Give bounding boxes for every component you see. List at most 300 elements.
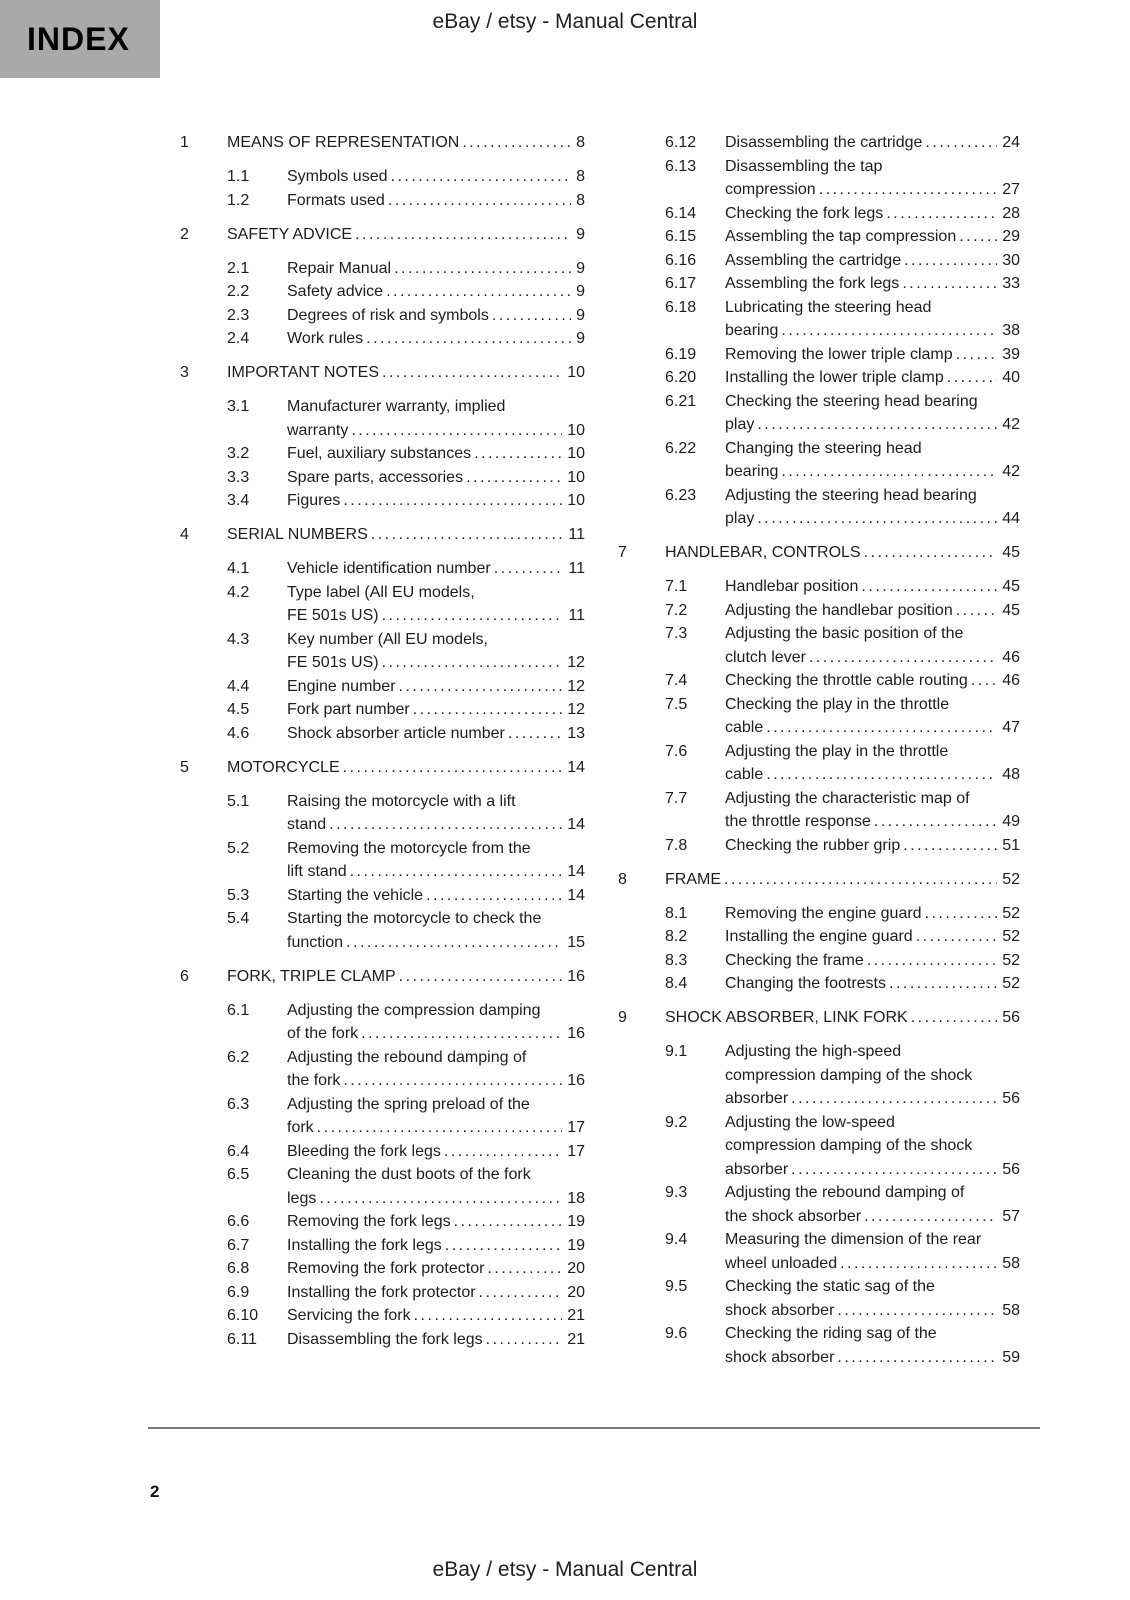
toc-entry-title-line: Adjusting the basic position of the: [725, 625, 964, 642]
toc-page-number: 52: [1002, 951, 1020, 969]
toc-page-number: 17: [567, 1142, 585, 1160]
toc-entry-title-line: Installing the engine guard: [725, 928, 913, 945]
toc-page-number: 12: [567, 677, 585, 695]
toc-page-number: 8: [576, 168, 585, 185]
toc-entry-title-line: FORK, TRIPLE CLAMP: [227, 967, 396, 985]
toc-entry-title-line: Manufacturer warranty, implied: [287, 398, 506, 415]
toc-entry-number: 9.2: [665, 1113, 688, 1131]
toc-entry-lastline: [725, 1087, 1020, 1111]
toc-entry-title: [725, 225, 1020, 249]
toc-page-number: 16: [567, 1025, 585, 1042]
toc-entry: [618, 622, 1020, 669]
toc-entry-title-line: IMPORTANT NOTES: [227, 364, 380, 381]
toc-entry-title-line: Checking the static sag of the: [725, 1278, 935, 1295]
toc-entry: [618, 131, 1020, 155]
toc-entry-number: 6.10: [227, 1307, 259, 1324]
toc-entry-title-line: warranty: [287, 421, 349, 439]
toc-entry-title: [287, 581, 585, 628]
toc-entry-title: [287, 257, 585, 281]
toc-entry-title: [665, 541, 1020, 565]
toc-entry-title-line: Removing the lower triple clamp: [725, 345, 953, 363]
toc-entry-lastline: [287, 931, 585, 955]
toc-entry: [618, 225, 1020, 249]
toc-entry-title-line: Shock absorber article number: [287, 724, 505, 742]
toc-entry-lastline: [227, 361, 585, 385]
toc-entry-title: [287, 1163, 585, 1210]
toc-entry-lastline: [227, 965, 585, 989]
toc-entry-title-line: Engine number: [287, 677, 396, 695]
toc-entry-title-line: Adjusting the compression damping: [287, 1001, 541, 1019]
toc-entry-number: 6.18: [665, 298, 697, 316]
toc-entry-number: 3.2: [227, 445, 250, 462]
toc-page-number: 11: [568, 607, 585, 624]
toc-entry-lastline: [725, 413, 1020, 437]
toc-entry-lastline: [725, 319, 1020, 343]
toc-entry: [618, 972, 1020, 996]
toc-entry: [180, 965, 585, 989]
toc-entry-title-line: Starting the vehicle: [287, 886, 424, 904]
toc-entry-title-line: MEANS OF REPRESENTATION: [227, 134, 460, 151]
toc-entry-title-line: Type label (All EU models,: [287, 583, 475, 601]
dot-leader: [382, 604, 564, 628]
toc-entry: [618, 249, 1020, 273]
toc-page-number: 16: [567, 967, 585, 985]
toc-entry-number: 8.3: [665, 951, 688, 969]
toc-entry-lastline: [287, 1140, 585, 1164]
toc-entry-number: 3.3: [227, 468, 250, 486]
toc-entry: [618, 343, 1020, 367]
toc-entry-number: 2.4: [227, 330, 250, 347]
dot-leader: [886, 202, 997, 226]
toc-entry-title-line: FE 501s US): [287, 607, 379, 624]
toc-entry-number: 8.1: [665, 904, 688, 922]
footer-divider: [148, 1427, 1040, 1429]
toc-entry-title: [725, 1322, 1020, 1369]
toc-entry-title: [287, 395, 585, 442]
toc-entry: [180, 361, 585, 385]
dot-leader: [414, 1304, 563, 1328]
toc-entry-title-line: Installing the lower triple clamp: [725, 369, 944, 386]
toc-entry-lastline: [725, 460, 1020, 484]
toc-entry-title: [227, 131, 585, 155]
toc-entry-title: [287, 675, 585, 699]
toc-entry: [180, 280, 585, 304]
toc-entry-lastline: [287, 1304, 585, 1328]
toc-page-number: 45: [1002, 578, 1020, 595]
toc-entry-lastline: [725, 225, 1020, 249]
toc-entry-title: [227, 223, 585, 247]
dot-leader: [840, 1252, 997, 1276]
toc-entry: [180, 523, 585, 547]
dot-leader: [791, 1087, 997, 1111]
toc-entry-title-line: Checking the rubber grip: [725, 836, 901, 854]
toc-entry-title-line: Degrees of risk and symbols: [287, 306, 489, 324]
toc-entry-lastline: [725, 834, 1020, 858]
toc-entry-number: 8: [618, 870, 627, 888]
toc-entry-title-line: Removing the engine guard: [725, 904, 922, 922]
dot-leader: [889, 972, 997, 996]
toc-entry-number: 6.3: [227, 1095, 250, 1113]
toc-page-number: 33: [1002, 275, 1020, 292]
toc-entry-lastline: [227, 523, 585, 547]
toc-entry-title: [725, 202, 1020, 226]
toc-entry-title-line: Starting the motorcycle to check the: [287, 910, 542, 927]
toc-entry-title: [725, 669, 1020, 693]
toc-entry-lastline: [287, 698, 585, 722]
toc-page-number: 45: [1002, 601, 1020, 619]
toc-entry-lastline: [287, 280, 585, 304]
toc-entry-title: [725, 575, 1020, 599]
toc-entry-lastline: [287, 304, 585, 328]
dot-leader: [925, 131, 997, 155]
toc-page-number: 38: [1002, 322, 1020, 339]
toc-page-number: 9: [576, 330, 585, 347]
toc-entry-title: [725, 484, 1020, 531]
toc-entry-title: [287, 1210, 585, 1234]
dot-leader: [388, 189, 571, 213]
toc-entry: [618, 740, 1020, 787]
toc-entry: [180, 1304, 585, 1328]
toc-entry-number: 6.12: [665, 134, 697, 151]
dot-leader: [454, 1210, 563, 1234]
toc-page-number: 19: [567, 1236, 585, 1254]
toc-entry: [618, 437, 1020, 484]
toc-entry-number: 6.23: [665, 486, 697, 504]
toc-page-number: 52: [1002, 975, 1020, 992]
toc-page-number: 56: [1002, 1009, 1020, 1026]
dot-leader: [391, 165, 572, 189]
toc-entry-lastline: [725, 202, 1020, 226]
toc-entry-number: 4.5: [227, 701, 250, 718]
toc-entry-lastline: [725, 1252, 1020, 1276]
toc-entry-number: 3.1: [227, 398, 250, 415]
toc-entry-number: 5.2: [227, 839, 250, 857]
toc-entry-number: 6.2: [227, 1048, 250, 1066]
toc-entry-lastline: [665, 868, 1020, 892]
toc-entry-number: 9.6: [665, 1325, 688, 1342]
dot-leader: [479, 1281, 563, 1305]
toc-entry: [618, 366, 1020, 390]
toc-entry-lastline: [287, 557, 585, 581]
toc-entry-title-line: Formats used: [287, 191, 385, 209]
toc-page-number: 52: [1002, 928, 1020, 945]
dot-leader: [426, 884, 562, 908]
dot-leader: [757, 507, 997, 531]
toc-entry-lastline: [287, 675, 585, 699]
dot-leader: [971, 669, 997, 693]
dot-leader: [351, 419, 562, 443]
toc-entry-title: [227, 965, 585, 989]
toc-entry-lastline: [725, 343, 1020, 367]
toc-entry: [180, 1163, 585, 1210]
toc-entry-number: 5.1: [227, 792, 250, 810]
toc-entry-title-line: Checking the throttle cable routing: [725, 672, 968, 689]
toc-page-number: 9: [576, 225, 585, 243]
toc-entry-lastline: [287, 466, 585, 490]
dot-leader: [766, 763, 997, 787]
dot-leader: [366, 327, 571, 351]
toc-entry-title-line: Checking the fork legs: [725, 204, 884, 222]
toc-page-number: 20: [567, 1283, 585, 1301]
toc-entry-title-line: Installing the fork legs: [287, 1236, 442, 1254]
table-of-contents: [180, 131, 1020, 1369]
toc-entry: [618, 1181, 1020, 1228]
toc-entry-number: 8.4: [665, 975, 688, 992]
toc-entry-number: 4.4: [227, 677, 250, 695]
toc-entry-title-line: Adjusting the handlebar position: [725, 601, 953, 619]
toc-entry: [618, 787, 1020, 834]
toc-entry: [180, 257, 585, 281]
dot-leader: [781, 460, 997, 484]
toc-page-number: 56: [1002, 1090, 1020, 1107]
toc-page-number: 58: [1002, 1254, 1020, 1272]
toc-entry-title-line: Removing the fork legs: [287, 1213, 451, 1230]
toc-page-number: 45: [1002, 544, 1020, 561]
toc-entry-number: 9: [618, 1009, 627, 1026]
toc-entry-number: 1.2: [227, 191, 250, 209]
toc-entry: [618, 296, 1020, 343]
toc-entry-lastline: [725, 1158, 1020, 1182]
toc-page-number: 57: [1002, 1207, 1020, 1225]
toc-entry-title: [287, 1328, 585, 1352]
toc-page-number: 24: [1002, 134, 1020, 151]
toc-entry-title-line: absorber: [725, 1160, 789, 1178]
toc-entry-title: [665, 868, 1020, 892]
toc-entry-title-line: function: [287, 933, 344, 951]
dot-leader: [445, 1234, 562, 1258]
toc-entry: [618, 1040, 1020, 1111]
toc-entry: [180, 1234, 585, 1258]
toc-entry: [618, 902, 1020, 926]
toc-entry-number: 7.3: [665, 625, 688, 642]
toc-entry-title-line: Adjusting the characteristic map of: [725, 789, 970, 807]
dot-leader: [399, 675, 563, 699]
toc-entry-title: [287, 1234, 585, 1258]
toc-entry: [180, 722, 585, 746]
dot-leader: [819, 178, 998, 202]
toc-entry-number: 6.13: [665, 157, 697, 175]
toc-entry-title-line: Assembling the cartridge: [725, 251, 902, 269]
toc-entry-number: 6.14: [665, 204, 697, 222]
toc-entry-title-line: Figures: [287, 492, 341, 509]
toc-entry-number: 4: [180, 526, 189, 543]
toc-entry-title-line: Cleaning the dust boots of the fork: [287, 1166, 531, 1183]
toc-entry-lastline: [287, 442, 585, 466]
toc-entry-lastline: [725, 599, 1020, 623]
toc-entry-title: [725, 1040, 1020, 1111]
toc-entry-title: [725, 272, 1020, 296]
dot-leader: [874, 810, 997, 834]
toc-entry-title: [287, 165, 585, 189]
toc-page-number: 9: [576, 306, 585, 324]
toc-entry-title: [725, 740, 1020, 787]
toc-entry-title: [287, 304, 585, 328]
toc-entry-title: [725, 343, 1020, 367]
toc-entry-number: 5: [180, 758, 189, 776]
dot-leader: [486, 1328, 563, 1352]
toc-entry-lastline: [725, 507, 1020, 531]
toc-entry: [180, 489, 585, 513]
toc-page-number: 47: [1002, 719, 1020, 736]
toc-entry-lastline: [725, 646, 1020, 670]
toc-page-number: 14: [567, 758, 585, 776]
toc-entry-number: 1.1: [227, 168, 250, 185]
toc-entry: [618, 541, 1020, 565]
toc-entry: [618, 1111, 1020, 1182]
toc-entry-title-line: Changing the footrests: [725, 975, 886, 992]
toc-entry-title-line: HANDLEBAR, CONTROLS: [665, 544, 861, 561]
toc-entry: [180, 581, 585, 628]
toc-entry: [180, 131, 585, 155]
toc-page-number: 10: [567, 492, 585, 509]
dot-leader: [837, 1346, 997, 1370]
toc-entry-lastline: [665, 541, 1020, 565]
toc-entry-number: 9.1: [665, 1043, 688, 1060]
toc-entry: [180, 907, 585, 954]
toc-page-number: 42: [1002, 416, 1020, 433]
toc-entry-title-line: Adjusting the spring preload of the: [287, 1095, 530, 1113]
toc-entry-title: [227, 756, 585, 780]
toc-entry: [618, 390, 1020, 437]
toc-page-number: 58: [1002, 1301, 1020, 1319]
toc-entry-number: 6.22: [665, 439, 697, 457]
toc-entry-title-line: Fuel, auxiliary substances: [287, 445, 472, 462]
toc-entry: [618, 868, 1020, 892]
dot-leader: [399, 965, 563, 989]
toc-entry-lastline: [287, 1328, 585, 1352]
toc-entry-title-line: play: [725, 510, 755, 527]
toc-page-number: 52: [1002, 870, 1020, 888]
footer-title: eBay / etsy - Manual Central: [432, 1558, 698, 1581]
header-title: eBay / etsy - Manual Central: [432, 10, 698, 33]
toc-entry: [180, 884, 585, 908]
dot-leader: [916, 925, 998, 949]
dot-leader: [413, 698, 562, 722]
toc-entry-title-line: Checking the riding sag of the: [725, 1325, 937, 1342]
toc-entry-lastline: [287, 604, 585, 628]
toc-entry-lastline: [287, 165, 585, 189]
toc-entry: [180, 165, 585, 189]
toc-entry-title-line: Changing the steering head: [725, 439, 922, 457]
toc-entry-title: [287, 189, 585, 213]
toc-entry-number: 2.1: [227, 259, 250, 277]
toc-entry-number: 2: [180, 225, 189, 243]
toc-entry-number: 6.15: [665, 228, 697, 245]
toc-entry: [618, 484, 1020, 531]
dot-leader: [947, 366, 997, 390]
toc-entry-lastline: [287, 884, 585, 908]
toc-page-number: 28: [1002, 204, 1020, 222]
toc-entry-title-line: compression damping of the shock: [725, 1066, 973, 1084]
dot-leader: [343, 489, 562, 513]
dot-leader: [371, 523, 564, 547]
toc-entry-lastline: [287, 722, 585, 746]
toc-entry-title: [725, 949, 1020, 973]
toc-entry-title-line: MOTORCYCLE: [227, 758, 340, 776]
toc-entry-title-line: fork: [287, 1119, 314, 1136]
dot-leader: [361, 1022, 562, 1046]
toc-entry-title-line: Removing the motorcycle from the: [287, 839, 531, 857]
toc-entry-number: 6.17: [665, 275, 697, 292]
toc-entry-title: [287, 557, 585, 581]
toc-entry-lastline: [725, 575, 1020, 599]
toc-entry-title: [725, 622, 1020, 669]
toc-entry: [618, 693, 1020, 740]
toc-page-number: 14: [567, 863, 585, 880]
toc-entry-title: [725, 296, 1020, 343]
toc-entry-title-line: the shock absorber: [725, 1207, 862, 1225]
dot-leader: [350, 860, 563, 884]
toc-entry-lastline: [725, 949, 1020, 973]
toc-entry: [618, 1228, 1020, 1275]
toc-entry-number: 6: [180, 967, 189, 985]
toc-entry: [180, 442, 585, 466]
toc-entry: [618, 272, 1020, 296]
toc-entry-title: [725, 787, 1020, 834]
toc-entry-number: 6.19: [665, 345, 697, 363]
toc-entry-lastline: [725, 272, 1020, 296]
toc-entry-lastline: [227, 756, 585, 780]
toc-entry-title: [665, 1006, 1020, 1030]
toc-entry-title-line: Checking the steering head bearing: [725, 392, 978, 410]
dot-leader: [791, 1158, 997, 1182]
toc-entry-title: [725, 1275, 1020, 1322]
toc-entry-title: [287, 628, 585, 675]
dot-leader: [474, 442, 562, 466]
toc-entry-title: [287, 1304, 585, 1328]
toc-entry-number: 4.1: [227, 560, 250, 577]
toc-entry: [180, 189, 585, 213]
toc-entry: [180, 395, 585, 442]
toc-entry-title: [725, 599, 1020, 623]
toc-entry-title: [725, 925, 1020, 949]
toc-entry-number: 7.2: [665, 601, 688, 619]
toc-page-number: 42: [1002, 463, 1020, 480]
toc-entry-title: [725, 834, 1020, 858]
toc-entry-title-line: Raising the motorcycle with a lift: [287, 792, 516, 810]
toc-entry-title-line: Work rules: [287, 330, 364, 347]
toc-page-number: 8: [576, 191, 585, 209]
dot-leader: [466, 466, 562, 490]
toc-entry-number: 7.8: [665, 836, 688, 854]
toc-entry-lastline: [725, 716, 1020, 740]
toc-entry-title-line: Adjusting the low-speed: [725, 1113, 895, 1131]
toc-page-number: 27: [1002, 181, 1020, 198]
toc-page-number: 11: [568, 560, 585, 577]
dot-leader: [925, 902, 998, 926]
toc-entry-lastline: [287, 1022, 585, 1046]
dot-leader: [508, 722, 562, 746]
toc-entry-title: [725, 249, 1020, 273]
toc-entry: [618, 1322, 1020, 1369]
dot-leader: [329, 813, 562, 837]
toc-entry-title: [287, 466, 585, 490]
toc-entry-lastline: [725, 925, 1020, 949]
toc-entry: [618, 1275, 1020, 1322]
dot-leader: [861, 575, 997, 599]
toc-entry-title-line: compression damping of the shock: [725, 1137, 973, 1154]
toc-page-number: 13: [567, 724, 585, 742]
toc-entry: [618, 202, 1020, 226]
toc-entry-number: 4.6: [227, 724, 250, 742]
toc-entry-title-line: of the fork: [287, 1025, 359, 1042]
toc-page-number: 48: [1002, 766, 1020, 783]
toc-page-number: 21: [567, 1307, 585, 1324]
toc-entry-title-line: cable: [725, 766, 764, 783]
toc-entry-number: 6.1: [227, 1001, 250, 1019]
toc-entry-number: 7.6: [665, 742, 688, 760]
toc-page-number: 59: [1002, 1348, 1020, 1366]
